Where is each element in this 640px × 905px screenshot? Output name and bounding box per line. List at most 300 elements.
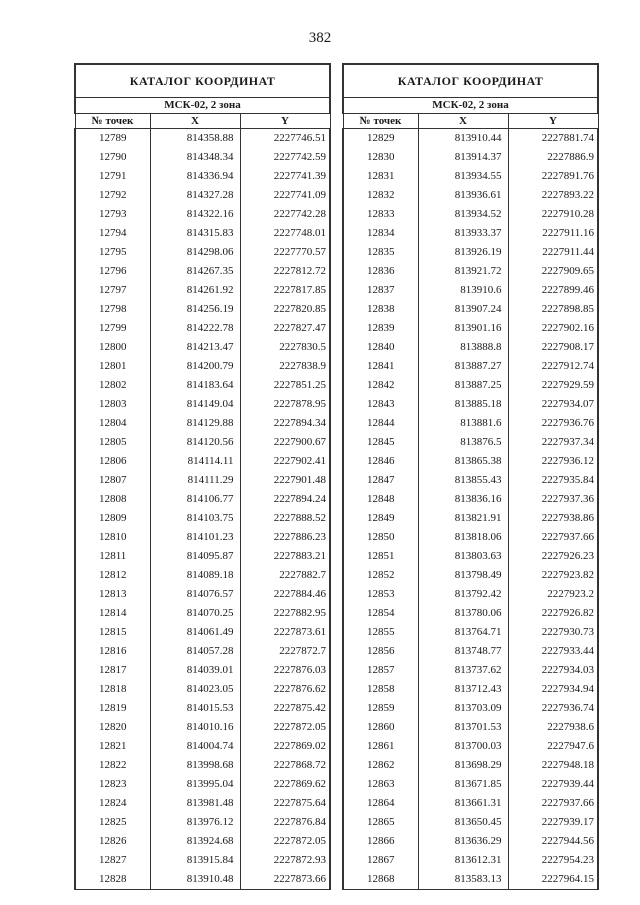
y-coordinate-cell: 2227912.74	[508, 357, 598, 376]
table-row	[343, 775, 598, 794]
x-coordinate-cell: 814336.94	[150, 167, 240, 186]
point-number-cell: 12825	[75, 813, 150, 832]
table-row	[343, 604, 598, 623]
x-coordinate-cell: 813737.62	[418, 661, 508, 680]
table-row	[343, 357, 598, 376]
y-coordinate-cell: 2227893.22	[508, 186, 598, 205]
x-coordinate-cell: 813926.19	[418, 243, 508, 262]
column-header-point-number: № точек	[343, 114, 418, 129]
y-coordinate-cell: 2227948.18	[508, 756, 598, 775]
point-number-cell: 12793	[75, 205, 150, 224]
x-coordinate-cell: 813998.68	[150, 756, 240, 775]
table-row	[343, 794, 598, 813]
y-coordinate-cell: 2227936.12	[508, 452, 598, 471]
x-coordinate-cell: 813921.72	[418, 262, 508, 281]
y-coordinate-cell: 2227923.2	[508, 585, 598, 604]
x-coordinate-cell: 813803.63	[418, 547, 508, 566]
table-row	[75, 224, 330, 243]
y-coordinate-cell: 2227909.65	[508, 262, 598, 281]
point-number-cell: 12822	[75, 756, 150, 775]
y-coordinate-cell: 2227742.59	[240, 148, 330, 167]
table-row	[343, 471, 598, 490]
y-coordinate-cell: 2227868.72	[240, 756, 330, 775]
table-row	[343, 509, 598, 528]
x-coordinate-cell: 813636.29	[418, 832, 508, 851]
x-coordinate-cell: 813865.38	[418, 452, 508, 471]
x-coordinate-cell: 813612.31	[418, 851, 508, 870]
table-row	[75, 148, 330, 167]
x-coordinate-cell: 813818.06	[418, 528, 508, 547]
point-number-cell: 12823	[75, 775, 150, 794]
x-coordinate-cell: 813933.37	[418, 224, 508, 243]
point-number-cell: 12809	[75, 509, 150, 528]
table-row	[343, 851, 598, 870]
point-number-cell: 12853	[343, 585, 418, 604]
point-number-cell: 12808	[75, 490, 150, 509]
y-coordinate-cell: 2227878.95	[240, 395, 330, 414]
table-row	[75, 775, 330, 794]
x-coordinate-cell: 814120.56	[150, 433, 240, 452]
y-coordinate-cell: 2227937.66	[508, 528, 598, 547]
y-coordinate-cell: 2227902.16	[508, 319, 598, 338]
table-row	[75, 433, 330, 452]
point-number-cell: 12858	[343, 680, 418, 699]
point-number-cell: 12852	[343, 566, 418, 585]
x-coordinate-cell: 813887.25	[418, 376, 508, 395]
y-coordinate-cell: 2227888.52	[240, 509, 330, 528]
point-number-cell: 12859	[343, 699, 418, 718]
point-number-cell: 12824	[75, 794, 150, 813]
x-coordinate-cell: 813910.6	[418, 281, 508, 300]
point-number-cell: 12821	[75, 737, 150, 756]
coordinate-system-label: МСК-02, 2 зона	[75, 98, 330, 114]
table-row	[75, 509, 330, 528]
y-coordinate-cell: 2227939.44	[508, 775, 598, 794]
x-coordinate-cell: 814023.05	[150, 680, 240, 699]
table-row	[75, 205, 330, 224]
y-coordinate-cell: 2227937.66	[508, 794, 598, 813]
point-number-cell: 12796	[75, 262, 150, 281]
table-row	[75, 737, 330, 756]
catalog-body	[343, 129, 598, 890]
y-coordinate-cell: 2227926.23	[508, 547, 598, 566]
point-number-cell: 12791	[75, 167, 150, 186]
y-coordinate-cell: 2227876.62	[240, 680, 330, 699]
table-row	[343, 167, 598, 186]
point-number-cell: 12807	[75, 471, 150, 490]
table-row	[343, 737, 598, 756]
table-row	[75, 376, 330, 395]
y-coordinate-cell: 2227876.03	[240, 661, 330, 680]
x-coordinate-cell: 813855.43	[418, 471, 508, 490]
table-row	[343, 661, 598, 680]
y-coordinate-cell: 2227741.09	[240, 186, 330, 205]
point-number-cell: 12837	[343, 281, 418, 300]
point-number-cell: 12789	[75, 129, 150, 149]
point-number-cell: 12844	[343, 414, 418, 433]
y-coordinate-cell: 2227869.02	[240, 737, 330, 756]
table-row	[75, 167, 330, 186]
x-coordinate-cell: 813888.8	[418, 338, 508, 357]
x-coordinate-cell: 813915.84	[150, 851, 240, 870]
x-coordinate-cell: 813924.68	[150, 832, 240, 851]
y-coordinate-cell: 2227954.23	[508, 851, 598, 870]
point-number-cell: 12856	[343, 642, 418, 661]
catalog-title: КАТАЛОГ КООРДИНАТ	[343, 64, 598, 98]
y-coordinate-cell: 2227830.5	[240, 338, 330, 357]
point-number-cell: 12814	[75, 604, 150, 623]
point-number-cell: 12827	[75, 851, 150, 870]
column-header-y: Y	[508, 114, 598, 129]
point-number-cell: 12799	[75, 319, 150, 338]
x-coordinate-cell: 813910.48	[150, 870, 240, 890]
table-row	[343, 414, 598, 433]
point-number-cell: 12817	[75, 661, 150, 680]
y-coordinate-cell: 2227937.36	[508, 490, 598, 509]
table-row	[343, 300, 598, 319]
point-number-cell: 12790	[75, 148, 150, 167]
table-row	[75, 661, 330, 680]
x-coordinate-cell: 813821.91	[418, 509, 508, 528]
point-number-cell: 12835	[343, 243, 418, 262]
point-number-cell: 12801	[75, 357, 150, 376]
x-coordinate-cell: 814267.35	[150, 262, 240, 281]
x-coordinate-cell: 813936.61	[418, 186, 508, 205]
y-coordinate-cell: 2227741.39	[240, 167, 330, 186]
column-header-point-number: № точек	[75, 114, 150, 129]
x-coordinate-cell: 813798.49	[418, 566, 508, 585]
catalog-title: КАТАЛОГ КООРДИНАТ	[75, 64, 330, 98]
y-coordinate-cell: 2227812.72	[240, 262, 330, 281]
point-number-cell: 12818	[75, 680, 150, 699]
point-number-cell: 12811	[75, 547, 150, 566]
x-coordinate-cell: 814348.34	[150, 148, 240, 167]
table-row	[75, 528, 330, 547]
y-coordinate-cell: 2227872.93	[240, 851, 330, 870]
table-row	[343, 490, 598, 509]
x-coordinate-cell: 814039.01	[150, 661, 240, 680]
table-row	[75, 471, 330, 490]
point-number-cell: 12848	[343, 490, 418, 509]
table-row	[343, 642, 598, 661]
x-coordinate-cell: 814149.04	[150, 395, 240, 414]
y-coordinate-cell: 2227886.23	[240, 528, 330, 547]
point-number-cell: 12805	[75, 433, 150, 452]
y-coordinate-cell: 2227936.74	[508, 699, 598, 718]
y-coordinate-cell: 2227939.17	[508, 813, 598, 832]
coordinate-catalog-table	[74, 63, 331, 890]
y-coordinate-cell: 2227875.64	[240, 794, 330, 813]
y-coordinate-cell: 2227908.17	[508, 338, 598, 357]
table-row	[75, 262, 330, 281]
x-coordinate-cell: 814129.88	[150, 414, 240, 433]
y-coordinate-cell: 2227851.25	[240, 376, 330, 395]
y-coordinate-cell: 2227938.6	[508, 718, 598, 737]
x-coordinate-cell: 813698.29	[418, 756, 508, 775]
point-number-cell: 12804	[75, 414, 150, 433]
point-number-cell: 12839	[343, 319, 418, 338]
table-row	[75, 281, 330, 300]
table-row	[75, 832, 330, 851]
coordinate-system-label: МСК-02, 2 зона	[343, 98, 598, 114]
table-row	[75, 186, 330, 205]
point-number-cell: 12803	[75, 395, 150, 414]
table-row	[75, 243, 330, 262]
x-coordinate-cell: 814095.87	[150, 547, 240, 566]
point-number-cell: 12836	[343, 262, 418, 281]
y-coordinate-cell: 2227872.05	[240, 832, 330, 851]
y-coordinate-cell: 2227947.6	[508, 737, 598, 756]
point-number-cell: 12826	[75, 832, 150, 851]
y-coordinate-cell: 2227746.51	[240, 129, 330, 149]
point-number-cell: 12855	[343, 623, 418, 642]
point-number-cell: 12792	[75, 186, 150, 205]
y-coordinate-cell: 2227817.85	[240, 281, 330, 300]
y-coordinate-cell: 2227910.28	[508, 205, 598, 224]
point-number-cell: 12849	[343, 509, 418, 528]
y-coordinate-cell: 2227869.62	[240, 775, 330, 794]
x-coordinate-cell: 813934.52	[418, 205, 508, 224]
point-number-cell: 12857	[343, 661, 418, 680]
y-coordinate-cell: 2227911.16	[508, 224, 598, 243]
table-row	[343, 718, 598, 737]
page-number: 382	[308, 30, 332, 46]
x-coordinate-cell: 814256.19	[150, 300, 240, 319]
point-number-cell: 12866	[343, 832, 418, 851]
x-coordinate-cell: 813703.09	[418, 699, 508, 718]
y-coordinate-cell: 2227902.41	[240, 452, 330, 471]
x-coordinate-cell: 813907.24	[418, 300, 508, 319]
y-coordinate-cell: 2227929.59	[508, 376, 598, 395]
y-coordinate-cell: 2227884.46	[240, 585, 330, 604]
table-row	[75, 319, 330, 338]
point-number-cell: 12829	[343, 129, 418, 149]
point-number-cell: 12815	[75, 623, 150, 642]
table-row	[343, 376, 598, 395]
y-coordinate-cell: 2227820.85	[240, 300, 330, 319]
table-row	[75, 699, 330, 718]
x-coordinate-cell: 814327.28	[150, 186, 240, 205]
x-coordinate-cell: 813650.45	[418, 813, 508, 832]
point-number-cell: 12794	[75, 224, 150, 243]
point-number-cell: 12838	[343, 300, 418, 319]
coordinate-catalog-table	[342, 63, 599, 890]
x-coordinate-cell: 813836.16	[418, 490, 508, 509]
table-row	[343, 186, 598, 205]
x-coordinate-cell: 814015.53	[150, 699, 240, 718]
x-coordinate-cell: 813910.44	[418, 129, 508, 149]
table-row	[343, 547, 598, 566]
y-coordinate-cell: 2227891.76	[508, 167, 598, 186]
y-coordinate-cell: 2227872.7	[240, 642, 330, 661]
point-number-cell: 12841	[343, 357, 418, 376]
x-coordinate-cell: 814298.06	[150, 243, 240, 262]
table-row	[75, 642, 330, 661]
point-number-cell: 12832	[343, 186, 418, 205]
y-coordinate-cell: 2227882.7	[240, 566, 330, 585]
catalog-body	[75, 129, 330, 890]
table-row	[75, 547, 330, 566]
point-number-cell: 12819	[75, 699, 150, 718]
y-coordinate-cell: 2227923.82	[508, 566, 598, 585]
y-coordinate-cell: 2227930.73	[508, 623, 598, 642]
table-row	[343, 205, 598, 224]
table-row	[75, 300, 330, 319]
table-row	[343, 832, 598, 851]
y-coordinate-cell: 2227873.66	[240, 870, 330, 890]
y-coordinate-cell: 2227900.67	[240, 433, 330, 452]
point-number-cell: 12813	[75, 585, 150, 604]
table-row	[343, 680, 598, 699]
table-row	[343, 395, 598, 414]
x-coordinate-cell: 813764.71	[418, 623, 508, 642]
y-coordinate-cell: 2227944.56	[508, 832, 598, 851]
y-coordinate-cell: 2227938.86	[508, 509, 598, 528]
y-coordinate-cell: 2227934.07	[508, 395, 598, 414]
y-coordinate-cell: 2227882.95	[240, 604, 330, 623]
x-coordinate-cell: 814089.18	[150, 566, 240, 585]
y-coordinate-cell: 2227886.9	[508, 148, 598, 167]
table-row	[343, 528, 598, 547]
y-coordinate-cell: 2227838.9	[240, 357, 330, 376]
x-coordinate-cell: 814200.79	[150, 357, 240, 376]
point-number-cell: 12830	[343, 148, 418, 167]
y-coordinate-cell: 2227936.76	[508, 414, 598, 433]
point-number-cell: 12840	[343, 338, 418, 357]
point-number-cell: 12816	[75, 642, 150, 661]
table-row	[75, 870, 330, 890]
table-row	[75, 604, 330, 623]
point-number-cell: 12863	[343, 775, 418, 794]
point-number-cell: 12868	[343, 870, 418, 890]
x-coordinate-cell: 814213.47	[150, 338, 240, 357]
table-row	[75, 623, 330, 642]
y-coordinate-cell: 2227898.85	[508, 300, 598, 319]
table-row	[75, 490, 330, 509]
y-coordinate-cell: 2227894.24	[240, 490, 330, 509]
point-number-cell: 12806	[75, 452, 150, 471]
point-number-cell: 12867	[343, 851, 418, 870]
y-coordinate-cell: 2227876.84	[240, 813, 330, 832]
x-coordinate-cell: 813995.04	[150, 775, 240, 794]
y-coordinate-cell: 2227937.34	[508, 433, 598, 452]
table-row	[343, 623, 598, 642]
table-row	[343, 813, 598, 832]
x-coordinate-cell: 813583.13	[418, 870, 508, 890]
point-number-cell: 12861	[343, 737, 418, 756]
y-coordinate-cell: 2227911.44	[508, 243, 598, 262]
point-number-cell: 12847	[343, 471, 418, 490]
point-number-cell: 12865	[343, 813, 418, 832]
point-number-cell: 12800	[75, 338, 150, 357]
x-coordinate-cell: 814101.23	[150, 528, 240, 547]
table-row	[343, 148, 598, 167]
y-coordinate-cell: 2227873.61	[240, 623, 330, 642]
point-number-cell: 12854	[343, 604, 418, 623]
x-coordinate-cell: 814222.78	[150, 319, 240, 338]
x-coordinate-cell: 813700.03	[418, 737, 508, 756]
x-coordinate-cell: 813876.5	[418, 433, 508, 452]
x-coordinate-cell: 814010.16	[150, 718, 240, 737]
x-coordinate-cell: 814106.77	[150, 490, 240, 509]
table-row	[75, 452, 330, 471]
table-row	[343, 433, 598, 452]
x-coordinate-cell: 813981.48	[150, 794, 240, 813]
table-row	[343, 452, 598, 471]
y-coordinate-cell: 2227899.46	[508, 281, 598, 300]
x-coordinate-cell: 813885.18	[418, 395, 508, 414]
point-number-cell: 12798	[75, 300, 150, 319]
point-number-cell: 12812	[75, 566, 150, 585]
y-coordinate-cell: 2227827.47	[240, 319, 330, 338]
point-number-cell: 12820	[75, 718, 150, 737]
table-row	[75, 794, 330, 813]
table-row	[75, 566, 330, 585]
x-coordinate-cell: 813671.85	[418, 775, 508, 794]
x-coordinate-cell: 814004.74	[150, 737, 240, 756]
table-row	[75, 414, 330, 433]
table-row	[75, 718, 330, 737]
y-coordinate-cell: 2227964.15	[508, 870, 598, 890]
table-row	[75, 585, 330, 604]
table-row	[75, 357, 330, 376]
point-number-cell: 12810	[75, 528, 150, 547]
x-coordinate-cell: 814057.28	[150, 642, 240, 661]
x-coordinate-cell: 813661.31	[418, 794, 508, 813]
table-row	[343, 262, 598, 281]
point-number-cell: 12831	[343, 167, 418, 186]
point-number-cell: 12842	[343, 376, 418, 395]
column-header-y: Y	[240, 114, 330, 129]
point-number-cell: 12845	[343, 433, 418, 452]
point-number-cell: 12795	[75, 243, 150, 262]
point-number-cell: 12828	[75, 870, 150, 890]
x-coordinate-cell: 814103.75	[150, 509, 240, 528]
point-number-cell: 12797	[75, 281, 150, 300]
column-header-x: X	[150, 114, 240, 129]
x-coordinate-cell: 813780.06	[418, 604, 508, 623]
table-row	[343, 319, 598, 338]
column-header-x: X	[418, 114, 508, 129]
table-row	[75, 338, 330, 357]
y-coordinate-cell: 2227935.84	[508, 471, 598, 490]
x-coordinate-cell: 814076.57	[150, 585, 240, 604]
point-number-cell: 12843	[343, 395, 418, 414]
table-row	[343, 566, 598, 585]
table-row	[343, 756, 598, 775]
point-number-cell: 12846	[343, 452, 418, 471]
table-row	[343, 338, 598, 357]
x-coordinate-cell: 814358.88	[150, 129, 240, 149]
table-row	[343, 281, 598, 300]
y-coordinate-cell: 2227872.05	[240, 718, 330, 737]
point-number-cell: 12834	[343, 224, 418, 243]
point-number-cell: 12864	[343, 794, 418, 813]
x-coordinate-cell: 813934.55	[418, 167, 508, 186]
y-coordinate-cell: 2227881.74	[508, 129, 598, 149]
table-row	[75, 756, 330, 775]
x-coordinate-cell: 813712.43	[418, 680, 508, 699]
point-number-cell: 12850	[343, 528, 418, 547]
x-coordinate-cell: 813701.53	[418, 718, 508, 737]
x-coordinate-cell: 814070.25	[150, 604, 240, 623]
y-coordinate-cell: 2227742.28	[240, 205, 330, 224]
y-coordinate-cell: 2227875.42	[240, 699, 330, 718]
table-row	[343, 129, 598, 149]
x-coordinate-cell: 813748.77	[418, 642, 508, 661]
y-coordinate-cell: 2227934.94	[508, 680, 598, 699]
table-row	[343, 870, 598, 890]
